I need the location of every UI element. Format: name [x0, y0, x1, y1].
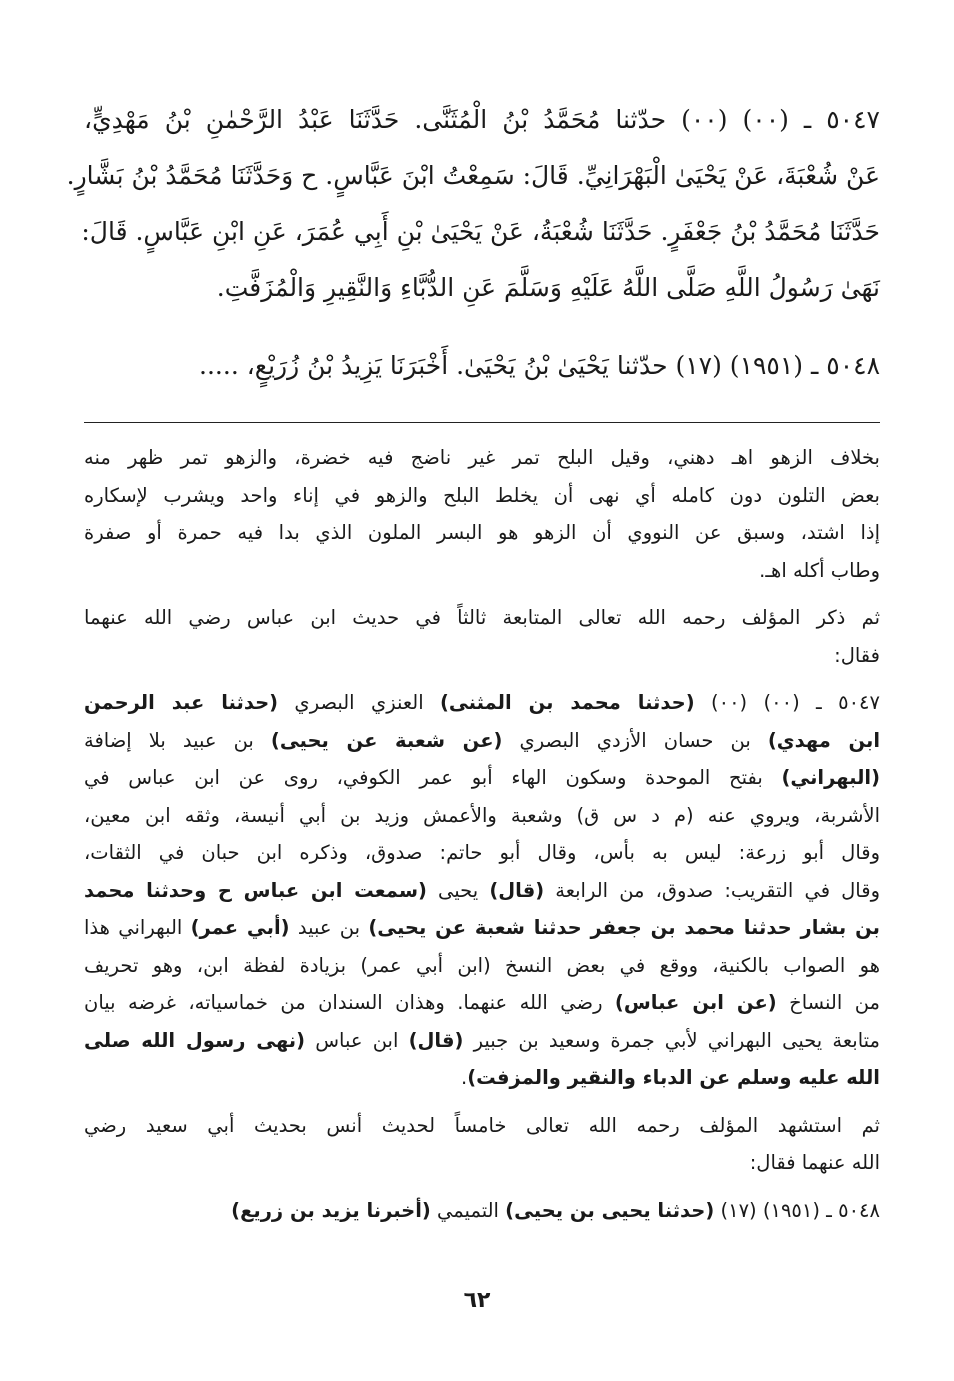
hadith-5048-matn [84, 338, 880, 394]
commentary-line [84, 834, 880, 872]
commentary-text: متابعة يحيى البهراني لأبي جمرة وسعيد بن جبير [463, 1028, 880, 1052]
commentary-line [84, 684, 880, 722]
commentary-paragraph-3 [84, 684, 880, 1097]
commentary-text: ٥٠٤٧ ـ (٠٠) (٠٠) [694, 691, 881, 714]
commentary-text: البهراني هذا [84, 916, 191, 939]
page-number: ٦٢ [463, 1288, 491, 1313]
commentary-text: بن عبيد بلا إضافة [84, 728, 271, 752]
commentary-line [84, 947, 880, 985]
commentary-line [84, 1022, 880, 1060]
commentary-text: بفتح الموحدة وسكون الهاء أبو عمر الكوفي، روى عن ابن عباس في [84, 766, 782, 789]
commentary-line: بعض التلون دون كامله أي نهى أن يخلط البلح والزهو في إناء واحد ويشرب لإسكاره [84, 483, 880, 507]
commentary-line: بخلاف الزهو اهـ دهني، وقيل البلح تمر غير ناضج فيه خضرة، والزهو تمر ظهر منه [84, 446, 880, 469]
commentary-text: الأشربة، ويروي عنه (م د س ق) وشعبة والأعمش وزيد بن أبي أنيسة، وثقه ابن معين، [84, 803, 880, 827]
bold-quote: (حدثنا عبد الرحمن [84, 691, 279, 714]
commentary-text: ابن عباس [305, 1028, 409, 1052]
bold-quote: (نهى رسول الله صلى [84, 1028, 306, 1052]
commentary-line [84, 1059, 880, 1097]
bold-quote: ابن مهدي) [767, 728, 881, 752]
matn-line: عَنْ شُعْبَةَ، عَنْ يَحْيَىٰ الْبَهْرَانِيِّ. قَالَ: سَمِعْتُ ابْنَ عَبَّاسٍ. ح وَحَدَّثَنَا مُحَمَّدُ بْنُ بَشَّارٍ. [66, 161, 880, 190]
commentary-line: وطاب أكله اهـ. [759, 558, 880, 582]
hadith-5047-matn [66, 92, 880, 316]
commentary-line: فقال: [834, 643, 880, 667]
bold-quote: (البهراني) [781, 766, 880, 789]
bold-quote: (حدثنا محمد بن المثنى) [439, 691, 695, 714]
bold-quote: الله عليه وسلم عن الدباء والنقير والمزفت) [467, 1066, 880, 1089]
commentary-paragraph-1 [84, 439, 880, 589]
bold-quote: (سمعت ابن عباس ح وحدثنا محمد [84, 878, 427, 902]
commentary-text: بن حسان الأزدي البصري [502, 728, 768, 752]
commentary-text: العنزي البصري [278, 691, 440, 714]
commentary-text: يحيى [426, 878, 490, 902]
commentary-text: ٥٠٤٨ ـ (١٩٥١) (١٧) [714, 1198, 880, 1222]
bold-quote: (عن شعبة عن يحيى) [270, 728, 503, 752]
commentary-text: التميمي [430, 1198, 506, 1222]
matn-line: ٥٠٤٨ ـ (١٩٥١) (١٧) حدّثنا يَحْيَىٰ بْنُ يَحْيَىٰ. أَخْبَرَنَا يَزِيدُ بْنُ زُرَيْعٍ، ..... [199, 351, 880, 380]
commentary-paragraph-5 [84, 1192, 880, 1230]
bold-quote: (أبي عمر) [190, 916, 290, 939]
commentary-line [84, 872, 880, 910]
commentary-text: وقال أبو زرعة: ليس به بأس، وقال أبو حاتم: صدوق، وذكره ابن حبان في الثقات، [84, 841, 880, 864]
commentary-text: رضي الله عنهما. وهذان السندان من خماسياته، غرضه بيان [84, 991, 615, 1014]
footnote-separator [84, 422, 880, 423]
bold-quote: (أخبرنا يزيد بن زريع) [231, 1198, 431, 1222]
commentary-paragraph-4 [84, 1107, 880, 1182]
commentary-line: ثم ذكر المؤلف رحمه الله تعالى المتابعة ثالثاً في حديث ابن عباس رضي الله عنهما [84, 606, 880, 629]
bold-quote: بن بشار حدثنا محمد بن جعفر حدثنا شعبة عن يحيى) [368, 916, 880, 939]
bold-quote: (قال) [489, 878, 545, 902]
commentary-line: ثم استشهد المؤلف رحمه الله تعالى خامساً لحديث أنس بحديث أبي سعيد رضي [84, 1113, 880, 1137]
commentary-line [84, 797, 880, 835]
commentary-line [84, 759, 880, 797]
commentary-line [84, 1192, 880, 1230]
commentary-line [84, 722, 880, 760]
page-body [66, 92, 881, 1239]
commentary-line: الله عنهما فقال: [749, 1151, 880, 1174]
matn-line: حَدَّثَنَا مُحَمَّدُ بْنُ جَعْفَرٍ. حَدَّثَنَا شُعْبَةُ، عَنْ يَحْيَىٰ بْنِ أَبِي عُمَرَ، عَنِ ابْنِ عَبَّاسٍ. قَالَ: [81, 217, 880, 246]
matn-line: ٥٠٤٧ ـ (٠٠) (٠٠) حدّثنا مُحَمَّدُ بْنُ الْمُثَنَّى. حَدَّثَنَا عَبْدُ الرَّحْمٰنِ بْنُ مَهْدِيٍّ، [84, 105, 880, 134]
commentary-text: وقال في التقريب: صدوق، من الرابعة [544, 878, 880, 902]
commentary-line [84, 984, 880, 1022]
commentary-line [84, 909, 880, 947]
bold-quote: (حدثنا يحيى بن يحيى) [505, 1198, 715, 1222]
commentary-text: هو الصواب بالكنية، ووقع في بعض النسخ (ابن أبي عمر) بزيادة لفظة ابن، وهو تحريف [84, 953, 880, 977]
commentary-paragraph-2 [84, 599, 880, 674]
commentary-text: من النساخ [776, 991, 880, 1014]
commentary-text: . [461, 1066, 468, 1089]
bold-quote: (قال) [408, 1028, 464, 1052]
commentary-text: بن عبيد [289, 916, 369, 939]
matn-line: نَهَىٰ رَسُولُ اللَّهِ صَلَّى اللَّهُ عَلَيْهِ وَسَلَّمَ عَنِ الدُّبَّاءِ وَالنَّقِيرِ وَالْمُزَفَّتِ. [216, 273, 880, 302]
commentary-line: إذا اشتد، وسبق عن النووي أن الزهو هو البسر الملون الذي بدا فيه حمرة أو صفرة [84, 521, 880, 544]
bold-quote: (عن ابن عباس) [614, 991, 777, 1014]
